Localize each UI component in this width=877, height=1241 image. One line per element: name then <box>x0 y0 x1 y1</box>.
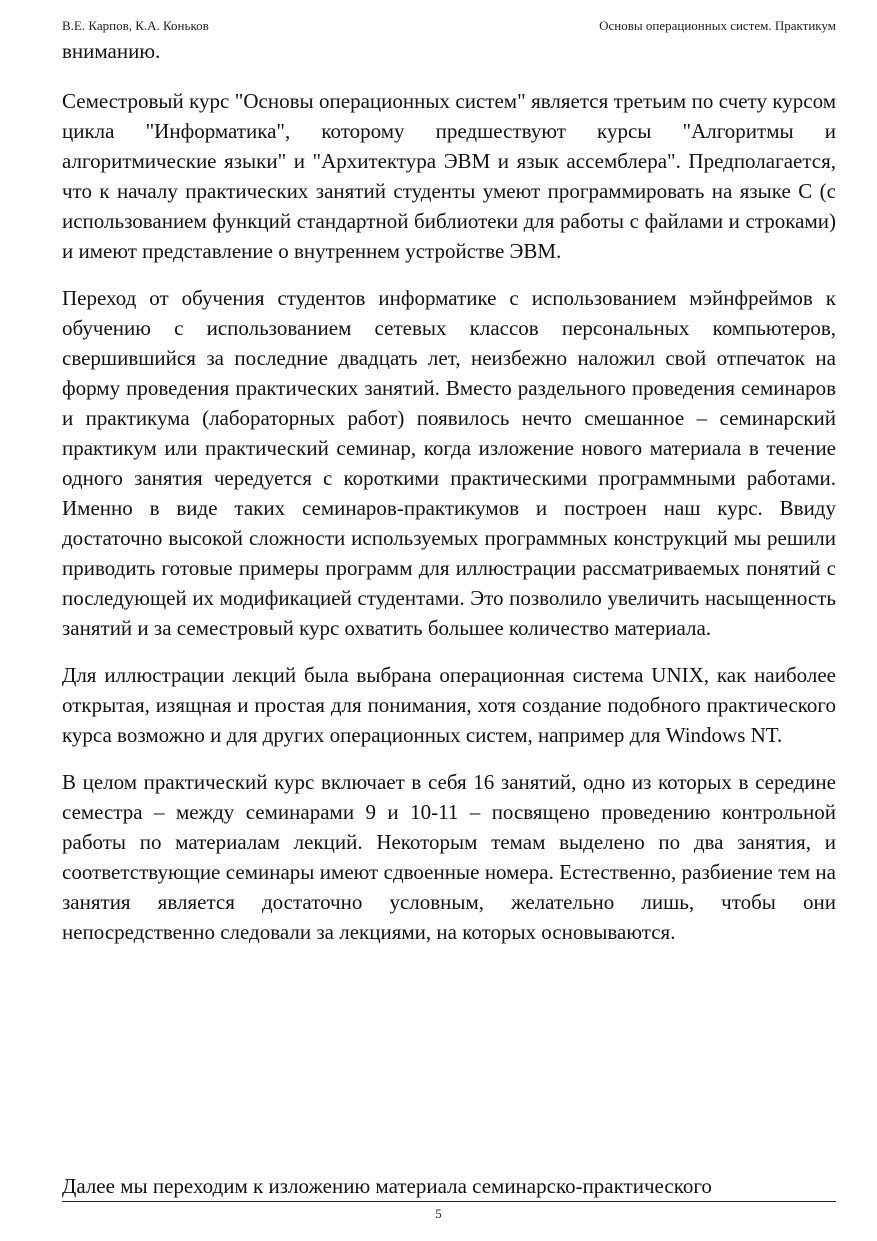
page-body <box>62 36 836 964</box>
header-book-title: Основы операционных систем. Практикум <box>599 18 836 33</box>
header-authors: В.Е. Карпов, К.А. Коньков <box>62 18 209 33</box>
paragraph-course-structure: В целом практический курс включает в себя 16 занятий, одно из которых в середине семестра – между семинарами 9 и 10-11 – посвящено проведению контрольной работы по материалам лекций. Некоторым темам выделено по два занятия, и соответствующие семинары имеют сдвоенные номера. Естественно, разбиение тем на занятия является достаточно условным, желательно лишь, чтобы они непосредственно следовали за лекциями, на которых основываются. <box>62 770 836 944</box>
footer-divider <box>62 1201 836 1202</box>
running-header <box>62 17 836 37</box>
paragraph-unix-choice: Для иллюстрации лекций была выбрана операционная система UNIX, как наиболее открытая, изящная и простая для понимания, хотя создание подобного практического курса возможно и для других операционных систем, например для Windows NT. <box>62 663 836 747</box>
paragraph-seminar-format: Переход от обучения студентов информатике с использованием мэйнфреймов к обучению с использованием сетевых классов персональных компьютеров, свершившийся за последние двадцать лет, неизбежно наложил свой отпечаток на форму проведения практических занятий. Вместо раздельного проведения семинаров и практикума (лабораторных работ) появилось нечто смешанное – семинарский практикум или практический семинар, когда изложение нового материала в течение одного занятия чередуется с короткими практическими программными работами. Именно в виде таких семинаров-практикумов и построен наш курс. Ввиду достаточно высокой сложности используемых программных конструкций мы решили приводить готовые примеры программ для иллюстрации рассматриваемых понятий с последующей их модификацией студентами. Это позволило увеличить насыщенность занятий и за семестровый курс охватить большее количество материала. <box>62 286 836 640</box>
continued-text: вниманию. <box>62 39 161 63</box>
paragraph-course-position: Семестровый курс "Основы операционных систем" является третьим по счету курсом цикла "Информатика", которому предшествуют курсы "Алгоритмы и алгоритмические языки" и "Архитектура ЭВМ и язык ассемблера". Предполагается, что к началу практических занятий студенты умеют программировать на языке С (с использованием функций стандартной библиотеки для работы с файлами и строками) и имеют представление о внутреннем устройстве ЭВМ. <box>62 89 836 263</box>
continued-paragraph-line: Далее мы переходим к изложению материала семинарско-практического <box>62 1174 712 1198</box>
page-number: 5 <box>435 1206 442 1221</box>
